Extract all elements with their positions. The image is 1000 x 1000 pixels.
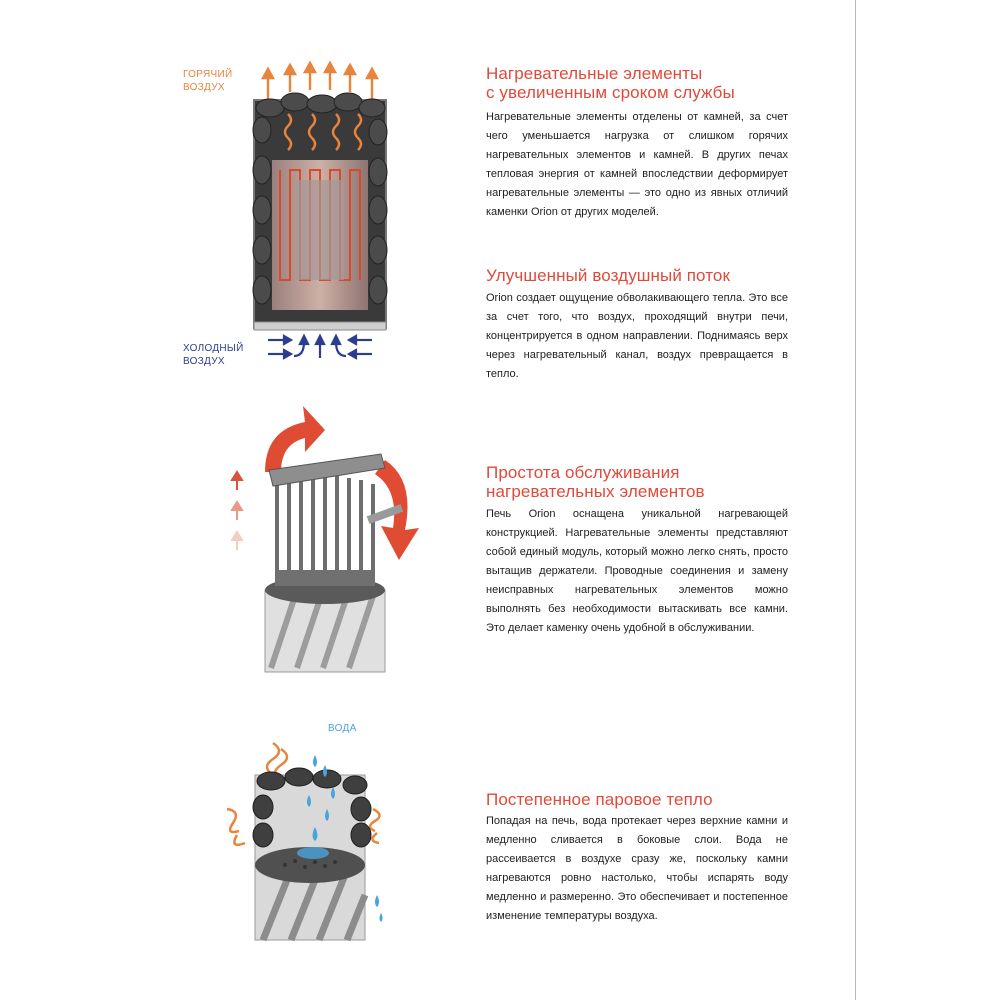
hot-air-label: ГОРЯЧИЙ ВОЗДУХ — [183, 69, 233, 93]
rising-arrows — [232, 472, 242, 550]
page-edge-line — [855, 0, 856, 1000]
section-2-title: Улучшенный воздушный поток — [486, 266, 731, 285]
section-3-title: Простота обслуживания нагревательных элементов — [486, 463, 705, 501]
heating-coils — [277, 476, 373, 578]
heating-module-illustration — [225, 400, 425, 680]
section-4-text: Попадая на печь, вода протекает через верхние камни и медленно сливается в боковые слои. Вода не рассеивается в воздухе сразу же, поскольку камни нагреваются ровно настолько, чтобы испарять воду медленно и размеренно. Это обеспечивает и постепенное изменение температуры воздуха. — [486, 815, 788, 922]
curved-arrow-left — [265, 406, 325, 472]
water-steam-illustration — [215, 735, 395, 945]
section-3-text: Печь Orion оснащена уникальной нагревающей конструкцией. Нагревательные элементы представляют собой единый модуль, который можно легко снять, просто вытащив держатели. Проводные соединения и замену неисправных нагревательных элементов можно выполнять без необходимости вытаскивать все камни. Это делает каменку очень удобной в обслуживании. — [486, 508, 788, 634]
cold-air-arrows — [268, 336, 372, 358]
section-1-text: Нагревательные элементы отделены от камней, за счет чего уменьшается нагрузка от слишком горячих нагревательных элементов и камней. В других печах тепловая энергия от камней впоследствии деформирует нагревательные элементы — это одно из явных отличий каменки Orion от других моделей. — [486, 111, 788, 218]
section-4-title: Постепенное паровое тепло — [486, 790, 713, 809]
heater-cutaway-illustration — [240, 60, 400, 380]
hot-air-arrows — [263, 63, 377, 100]
section-2-text: Orion создает ощущение обволакивающего тепла. Это все за счет того, что воздух, проходящий внутри печи, концентрируется в одном направлении. Поднимаясь верх через нагревательный канал, воздух превращается в тепло. — [486, 292, 788, 380]
cold-air-label: ХОЛОДНЫЙ ВОЗДУХ — [183, 343, 244, 367]
water-label: ВОДА — [328, 723, 357, 734]
section-1-title: Нагревательные элементы с увеличенным сроком службы — [486, 64, 735, 102]
